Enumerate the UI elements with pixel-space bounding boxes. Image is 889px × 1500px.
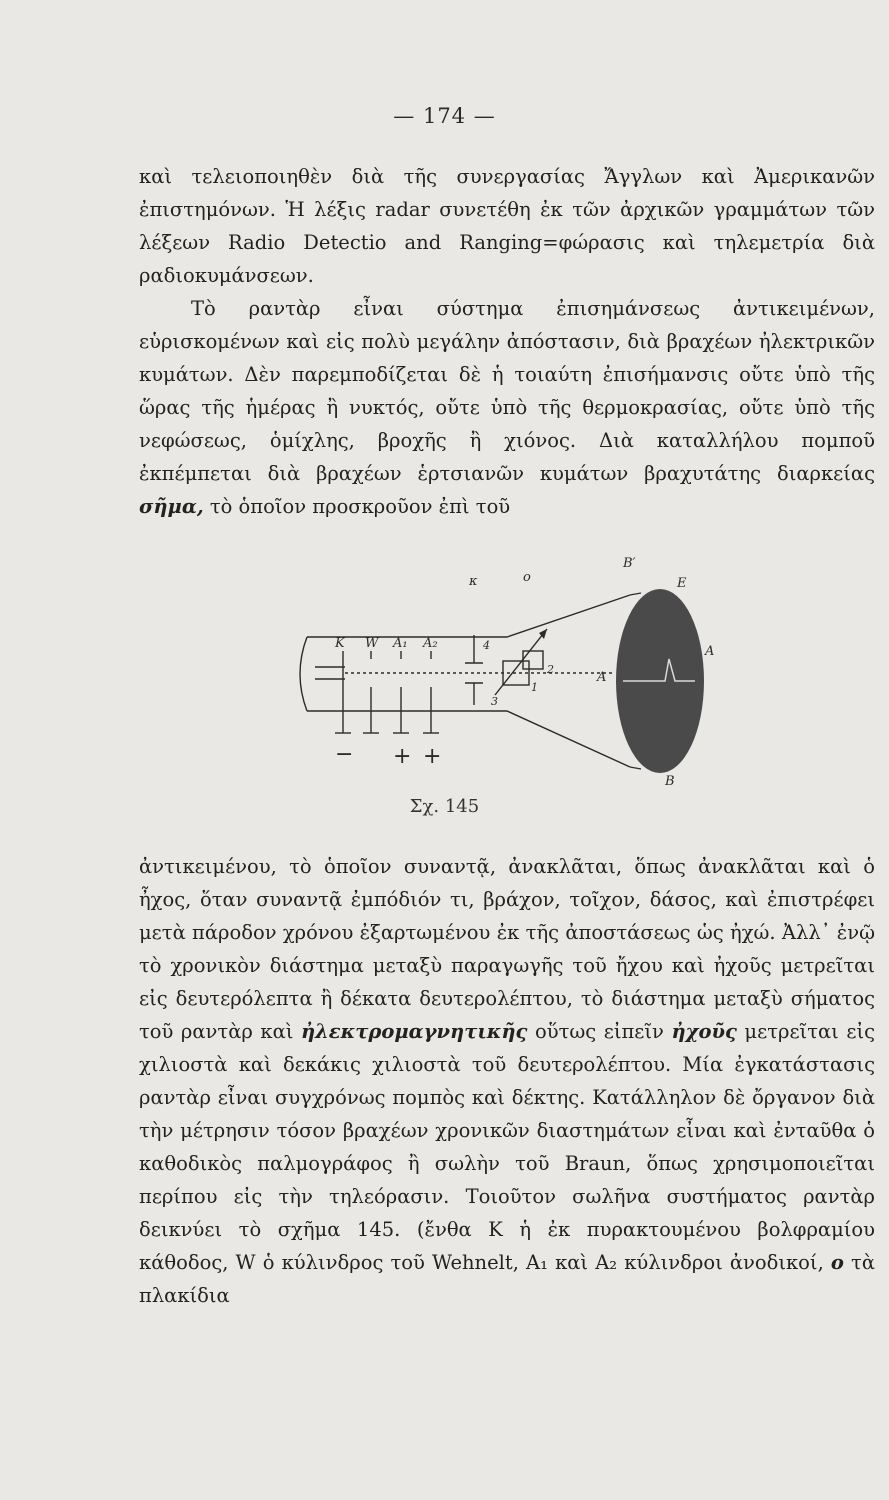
label-a2: A₂ <box>423 636 438 651</box>
label-kappa: κ <box>469 574 478 589</box>
page-number: — 174 — <box>393 104 496 128</box>
paragraph-3 <box>139 850 875 1312</box>
text-block-top <box>139 160 875 523</box>
text-block-bottom <box>139 850 875 1312</box>
paragraph-1 <box>139 160 875 292</box>
label-3: 3 <box>491 695 498 708</box>
label-2: 2 <box>547 663 554 676</box>
label-w: W <box>365 636 379 651</box>
label-4: 4 <box>483 639 490 652</box>
emphasis-electromagnetic: ἠλεκτρομαγνητικῆς <box>300 1020 528 1043</box>
paragraph-1-text: καὶ τελειοποιηθὲν διὰ τῆς συνεργασίας Ἄγγλων καὶ Ἀμερικανῶν ἐπιστημόνων. Ἡ λέξις radar συνετέθη ἐκ τῶν ἀρχικῶν γραμμάτων τῶν λέξεων Radio Detectio and Ranging=φώρασις καὶ τηλεμετρία διὰ ραδιοκυμάνσεων. <box>139 165 875 287</box>
emphasis-o: o <box>830 1251 844 1274</box>
paragraph-3-text-a: ἀντικειμένου, τὸ ὁποῖον συναντᾷ, ἀνακλᾶται, ὅπως ἀνακλᾶται καὶ ὁ ἦχος, ὅταν συναντᾷ ἐμπόδιόν τι, βράχον, τοῖχον, δάσος, καὶ ἐπιστρέφει μετὰ πάροδον χρόνου ἐξαρτωμένου ἐκ τῆς ἀποστάσεως ὡς ἠχώ. Ἀλλ᾽ ἐνῷ τὸ χρονικὸν διάστημα μεταξὺ παραγωγῆς τοῦ ἤχου καὶ ἠχοῦς μετρεῖται εἰς δευτερόλεπτα ἢ δέκατα δευτερολέπτου, τὸ διάστημα μεταξὺ σήματος τοῦ ραντὰρ καὶ <box>139 855 875 1043</box>
plate-box-2 <box>523 651 543 669</box>
figure-crt-tube <box>285 555 745 795</box>
label-1: 1 <box>531 681 538 694</box>
label-o: o <box>523 570 531 585</box>
label-a-screen: A <box>705 644 715 659</box>
paragraph-2 <box>139 292 875 523</box>
label-minus: − <box>335 742 354 767</box>
tube-end-cap <box>300 637 307 711</box>
figure-caption: Σχ. 145 <box>409 796 480 817</box>
label-e: E <box>677 576 687 591</box>
label-plus-2: + <box>423 744 442 769</box>
label-b-bottom: B <box>665 774 675 789</box>
label-k: K <box>335 636 345 651</box>
label-plus-1: + <box>393 744 412 769</box>
paragraph-3-text-d: τὰ πλακίδια <box>139 1251 876 1307</box>
paragraph-2-text-b: τὸ ὁποῖον προσκροῦον ἐπὶ τοῦ <box>203 495 511 518</box>
paragraph-3-text-c: μετρεῖται εἰς χιλιοστὰ καὶ δεκάκις χιλιοστὰ τοῦ δευτερολέπτου. Μία ἐγκατάστασις ραντὰρ εἶναι συγχρόνως πομπὸς καὶ δέκτης. Κατάλληλον δὲ ὄργανον διὰ τὴν μέτρησιν τόσον βραχέων χρονικῶν διαστημάτων εἶναι καὶ ἐνταῦθα ὁ καθοδικὸς παλμογράφος ἢ σωλὴν τοῦ Braun, ὅπως χρησιμοποιεῖται περίπου εἰς τὴν τηλεόρασιν. Τοιοῦτον σωλῆνα συστήματος ραντὰρ δεικνύει τὸ σχῆμα 145. (ἔνθα Κ ἡ ἐκ πυρακτουμένου βολφραμίου κάθοδος, W ὁ κύλινδρος τοῦ Wehnelt, A₁ καὶ A₂ κύλινδροι ἀνοδικοί, <box>139 1020 876 1274</box>
label-b-prime: B′ <box>623 556 636 571</box>
emphasis-echo: ἠχοῦς <box>671 1020 737 1043</box>
tube-neck-outline <box>307 595 630 767</box>
paragraph-2-text-a: Τὸ ραντὰρ εἶναι σύστημα ἐπισημάνσεως ἀντικειμένων, εὑρισκομένων καὶ εἰς πολὺ μεγάλην ἀπόστασιν, διὰ βραχέων ἠλεκτρικῶν κυμάτων. Δὲν παρεμποδίζεται δὲ ἡ τοιαύτη ἐπισήμανσις οὔτε ὑπὸ τῆς ὥρας τῆς ἡμέρας ἢ νυκτός, οὔτε ὑπὸ τῆς θερμοκρασίας, οὔτε ὑπὸ τῆς νεφώσεως, ὁμίχλης, βροχῆς ἢ χιόνος. Διὰ καταλλήλου πομποῦ ἐκπέμπεται διὰ βραχέων ἑρτσιανῶν κυμάτων βραχυτάτης διαρκείας <box>139 297 875 485</box>
paragraph-3-text-b: οὕτως εἰπεῖν <box>527 1020 672 1043</box>
emphasis-sima: σῆμα, <box>139 495 204 518</box>
crt-diagram <box>285 555 745 795</box>
label-a1: A₁ <box>393 636 408 651</box>
label-a-left: A <box>597 670 607 685</box>
